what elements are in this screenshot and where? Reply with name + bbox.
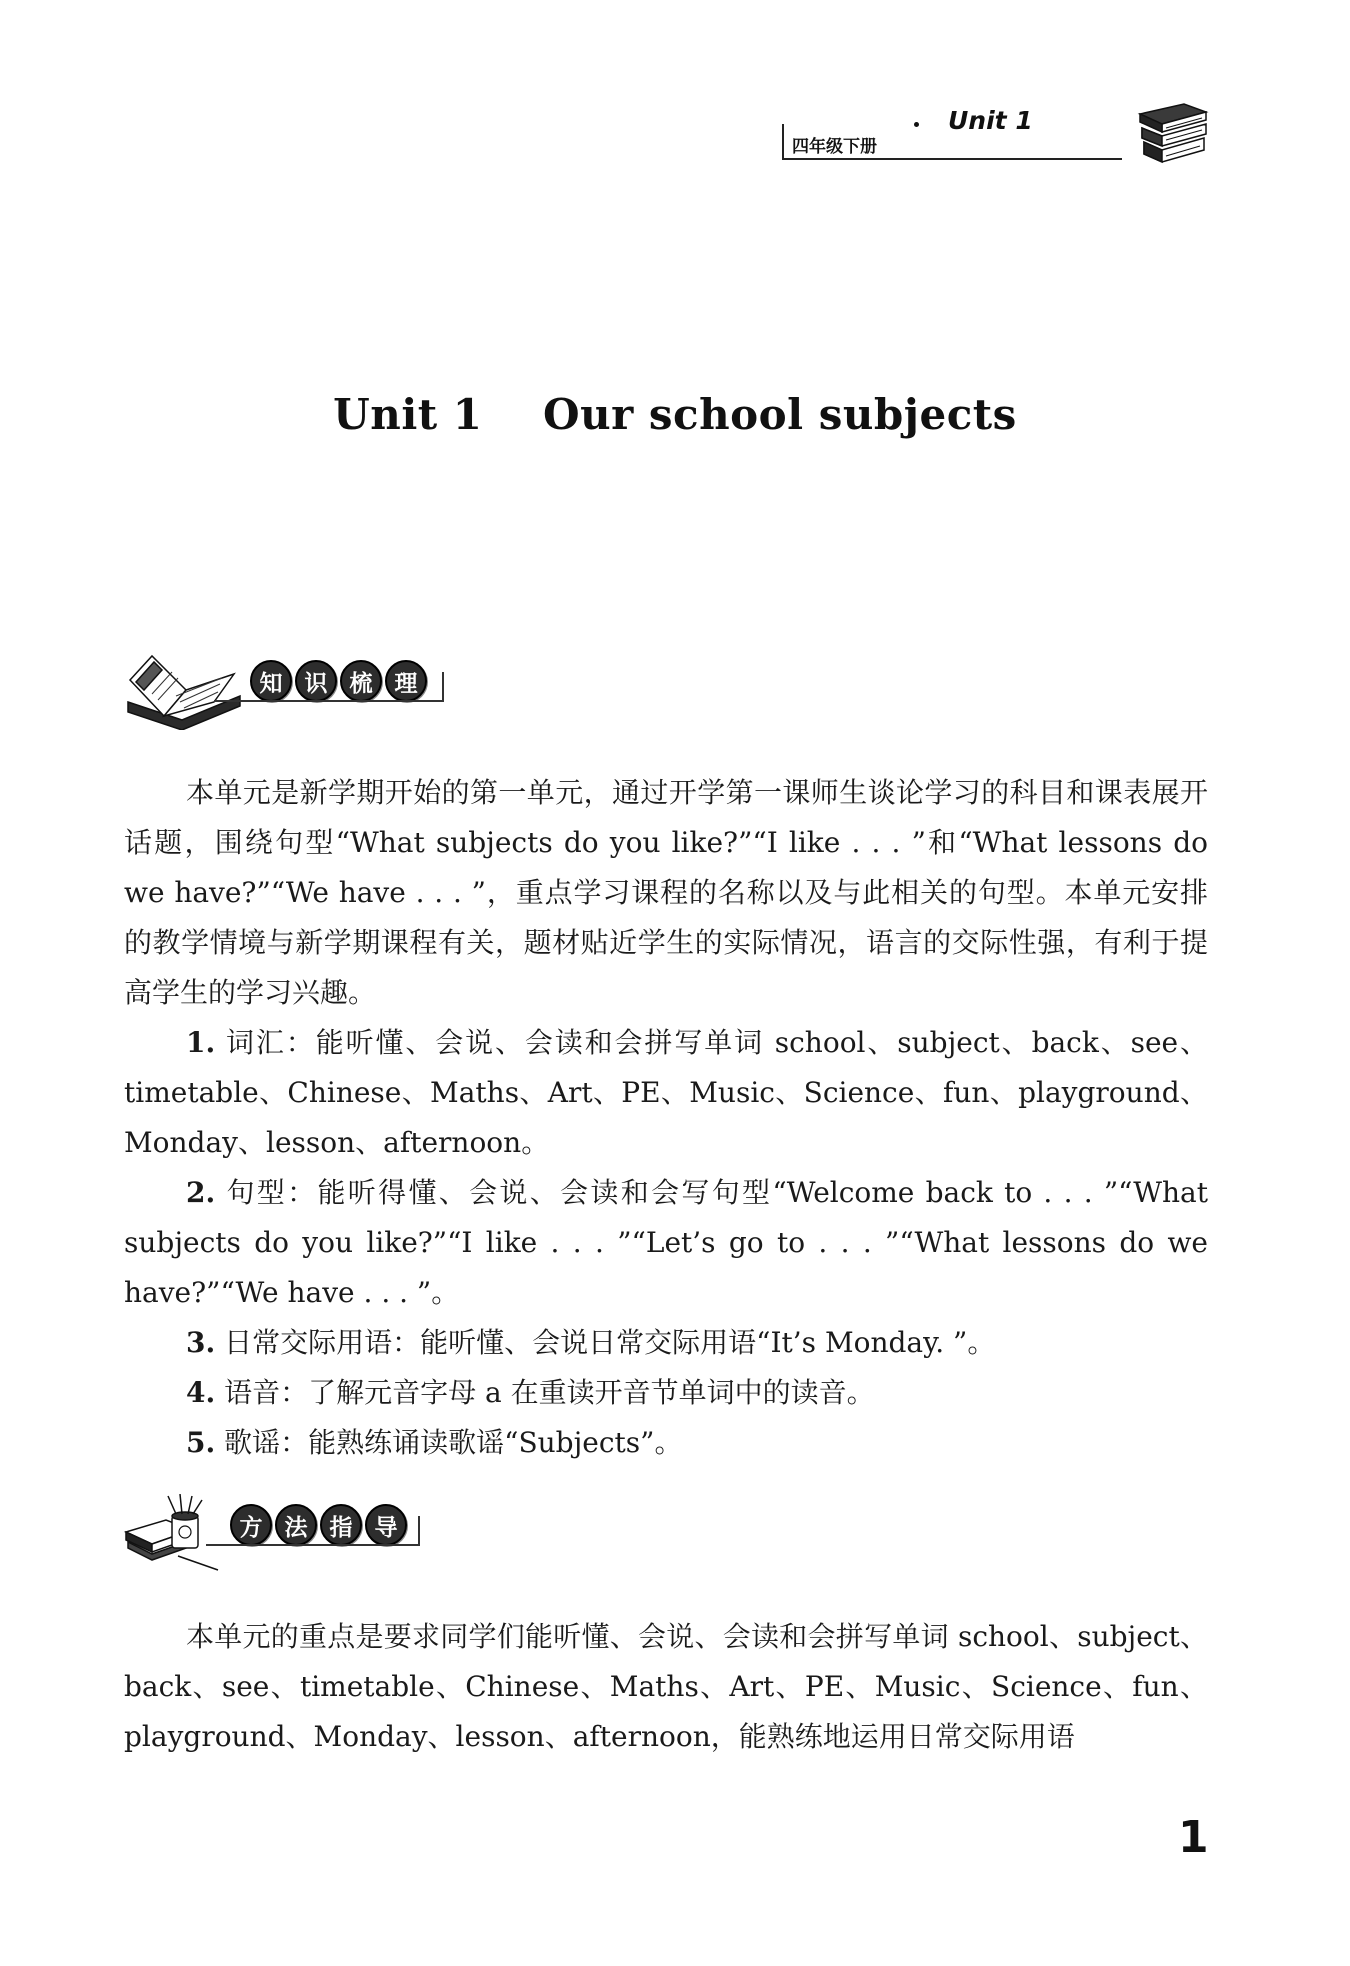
objective-item-1	[124, 1018, 1208, 1168]
item-text: 词汇：能听懂、会说、会读和会拼写单词 school、subject、back、see、timetable、Chinese、Maths、Art、PE、Music、Science、fun、playground、Monday、lesson、afternoon。	[124, 1026, 1208, 1159]
page-title: Unit 1 Our school subjects	[333, 390, 1017, 439]
objective-item-2	[124, 1168, 1208, 1318]
section-header-knowledge	[122, 650, 442, 720]
method-paragraph: 本单元的重点是要求同学们能听懂、会说、会读和会拼写单词 school、subject、back、see、timetable、Chinese、Maths、Art、PE、Music、Science、fun、playground、Monday、lesson、afternoon，能熟练地运用日常交际用语	[124, 1620, 1208, 1753]
page-number: 1	[1178, 1812, 1209, 1863]
open-book-icon	[122, 650, 242, 730]
item-number: 3.	[186, 1326, 216, 1359]
item-number: 4.	[186, 1376, 216, 1409]
intro-paragraph: 本单元是新学期开始的第一单元，通过开学第一课师生谈论学习的科目和课表展开话题，围绕句型“What subjects do you like?”“I like . . . ”和“What lessons do we have?”“We have . . . ”，重点学习课程的名称以及与此相关的句型。本单元安排的教学情境与新学期课程有关，题材贴近学生的实际情况，语言的交际性强，有利于提高学生的学习兴趣。	[124, 776, 1208, 1009]
section-rule-end	[442, 672, 444, 702]
item-text: 日常交际用语：能听懂、会说日常交际用语“It’s Monday. ”。	[224, 1326, 996, 1359]
item-number: 2.	[186, 1176, 216, 1209]
badge-char: 指	[320, 1504, 362, 1546]
badge-char: 导	[365, 1504, 407, 1546]
header-unit: Unit 1	[948, 106, 1033, 135]
badge-char: 方	[230, 1504, 272, 1546]
books-stack-icon	[1132, 100, 1212, 166]
item-number: 5.	[186, 1426, 216, 1459]
section-title-knowledge	[250, 660, 427, 702]
section-rule	[214, 700, 444, 702]
badge-char: 识	[295, 660, 337, 702]
objective-item-5	[124, 1418, 1208, 1468]
section-title-method	[230, 1504, 407, 1546]
section-rule-end	[418, 1516, 420, 1546]
badge-char: 法	[275, 1504, 317, 1546]
item-text: 语音：了解元音字母 a 在重读开音节单词中的读音。	[224, 1376, 875, 1409]
section-rule	[206, 1544, 418, 1546]
header-grade: 四年级下册	[792, 137, 877, 157]
running-header	[782, 100, 1212, 166]
header-divider-left	[782, 124, 784, 159]
objective-item-3	[124, 1318, 1208, 1368]
section-header-method	[122, 1494, 442, 1564]
item-text: 歌谣：能熟练诵读歌谣“Subjects”。	[224, 1426, 683, 1459]
item-number: 1.	[186, 1026, 216, 1059]
badge-char: 梳	[340, 660, 382, 702]
badge-char: 理	[385, 660, 427, 702]
pencil-cup-books-icon	[122, 1494, 242, 1574]
badge-char: 知	[250, 660, 292, 702]
header-divider	[782, 158, 1122, 160]
header-dot	[914, 122, 919, 127]
objective-item-4	[124, 1368, 1208, 1418]
item-text: 句型：能听得懂、会说、会读和会写句型“Welcome back to . . . ”“What subjects do you like?”“I like . . . ”“Let’s go to . . . ”“What lessons do we have?”“We have . . . ”。	[124, 1176, 1208, 1309]
